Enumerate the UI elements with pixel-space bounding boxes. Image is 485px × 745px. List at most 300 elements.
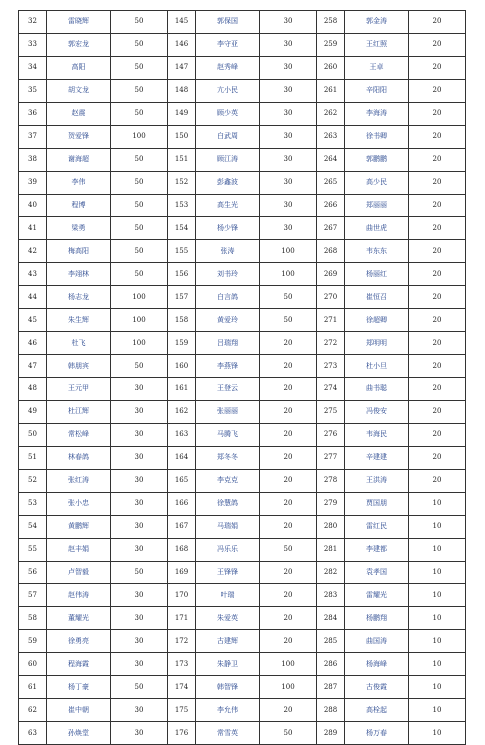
middle-serial-number-cell: 151 bbox=[168, 148, 196, 171]
left-person-name-cell: 林春鸽 bbox=[47, 446, 111, 469]
middle-serial-number-cell: 174 bbox=[168, 676, 196, 699]
left-person-name-cell: 李翊林 bbox=[47, 263, 111, 286]
middle-amount-cell: 20 bbox=[260, 332, 317, 355]
middle-amount-cell: 30 bbox=[260, 194, 317, 217]
middle-amount-cell: 30 bbox=[260, 148, 317, 171]
right-person-name-cell: 杜小旦 bbox=[345, 355, 409, 378]
right-serial-number-cell: 285 bbox=[317, 630, 345, 653]
middle-serial-number-cell: 156 bbox=[168, 263, 196, 286]
right-person-name-cell: 曲书聪 bbox=[345, 378, 409, 401]
middle-person-name-cell: 白武周 bbox=[196, 125, 260, 148]
right-person-name-cell: 高栓起 bbox=[345, 699, 409, 722]
table-body bbox=[19, 11, 466, 745]
table-row bbox=[19, 492, 466, 515]
middle-serial-number-cell: 150 bbox=[168, 125, 196, 148]
middle-serial-number-cell: 170 bbox=[168, 584, 196, 607]
middle-amount-cell: 50 bbox=[260, 286, 317, 309]
middle-serial-number-cell: 168 bbox=[168, 538, 196, 561]
table-row bbox=[19, 217, 466, 240]
middle-serial-number-cell: 161 bbox=[168, 378, 196, 401]
left-person-name-cell: 胡文龙 bbox=[47, 79, 111, 102]
left-person-name-cell: 贺爱锋 bbox=[47, 125, 111, 148]
right-serial-number-cell: 282 bbox=[317, 561, 345, 584]
left-amount-cell: 50 bbox=[111, 11, 168, 34]
middle-amount-cell: 30 bbox=[260, 11, 317, 34]
middle-person-name-cell: 李克克 bbox=[196, 469, 260, 492]
middle-amount-cell: 20 bbox=[260, 607, 317, 630]
right-amount-cell: 20 bbox=[409, 469, 466, 492]
middle-serial-number-cell: 153 bbox=[168, 194, 196, 217]
middle-serial-number-cell: 148 bbox=[168, 79, 196, 102]
left-serial-number-cell: 53 bbox=[19, 492, 47, 515]
right-serial-number-cell: 278 bbox=[317, 469, 345, 492]
left-person-name-cell: 程博 bbox=[47, 194, 111, 217]
middle-amount-cell: 20 bbox=[260, 515, 317, 538]
middle-person-name-cell: 黄爱玲 bbox=[196, 309, 260, 332]
left-person-name-cell: 王元甲 bbox=[47, 378, 111, 401]
left-amount-cell: 50 bbox=[111, 148, 168, 171]
table-row bbox=[19, 171, 466, 194]
left-serial-number-cell: 50 bbox=[19, 423, 47, 446]
right-serial-number-cell: 262 bbox=[317, 102, 345, 125]
left-serial-number-cell: 51 bbox=[19, 446, 47, 469]
table-row bbox=[19, 538, 466, 561]
right-person-name-cell: 贾国朋 bbox=[345, 492, 409, 515]
left-person-name-cell: 程海霞 bbox=[47, 653, 111, 676]
middle-person-name-cell: 叶瑞 bbox=[196, 584, 260, 607]
left-amount-cell: 30 bbox=[111, 538, 168, 561]
right-serial-number-cell: 289 bbox=[317, 722, 345, 745]
table-row bbox=[19, 355, 466, 378]
middle-amount-cell: 20 bbox=[260, 378, 317, 401]
left-amount-cell: 50 bbox=[111, 33, 168, 56]
table-row bbox=[19, 309, 466, 332]
table-row bbox=[19, 653, 466, 676]
right-amount-cell: 10 bbox=[409, 630, 466, 653]
right-amount-cell: 10 bbox=[409, 561, 466, 584]
left-amount-cell: 50 bbox=[111, 263, 168, 286]
middle-person-name-cell: 李守亚 bbox=[196, 33, 260, 56]
middle-person-name-cell: 杨少锋 bbox=[196, 217, 260, 240]
left-person-name-cell: 李伟 bbox=[47, 171, 111, 194]
left-serial-number-cell: 34 bbox=[19, 56, 47, 79]
right-amount-cell: 20 bbox=[409, 33, 466, 56]
table-row bbox=[19, 56, 466, 79]
right-person-name-cell: 徐书卿 bbox=[345, 125, 409, 148]
middle-person-name-cell: 朱静卫 bbox=[196, 653, 260, 676]
left-person-name-cell: 赵震 bbox=[47, 102, 111, 125]
middle-person-name-cell: 彭鑫波 bbox=[196, 171, 260, 194]
right-amount-cell: 20 bbox=[409, 446, 466, 469]
table-row bbox=[19, 79, 466, 102]
left-amount-cell: 50 bbox=[111, 217, 168, 240]
middle-amount-cell: 20 bbox=[260, 584, 317, 607]
table-row bbox=[19, 515, 466, 538]
left-serial-number-cell: 38 bbox=[19, 148, 47, 171]
left-amount-cell: 100 bbox=[111, 309, 168, 332]
left-person-name-cell: 董耀光 bbox=[47, 607, 111, 630]
left-amount-cell: 30 bbox=[111, 607, 168, 630]
right-amount-cell: 10 bbox=[409, 607, 466, 630]
right-serial-number-cell: 286 bbox=[317, 653, 345, 676]
right-person-name-cell: 曲世虎 bbox=[345, 217, 409, 240]
left-amount-cell: 50 bbox=[111, 79, 168, 102]
left-serial-number-cell: 59 bbox=[19, 630, 47, 653]
table-row bbox=[19, 332, 466, 355]
middle-amount-cell: 20 bbox=[260, 492, 317, 515]
middle-amount-cell: 50 bbox=[260, 722, 317, 745]
left-serial-number-cell: 61 bbox=[19, 676, 47, 699]
middle-amount-cell: 20 bbox=[260, 400, 317, 423]
left-person-name-cell: 梁勇 bbox=[47, 217, 111, 240]
table-row bbox=[19, 722, 466, 745]
left-serial-number-cell: 45 bbox=[19, 309, 47, 332]
right-serial-number-cell: 269 bbox=[317, 263, 345, 286]
middle-amount-cell: 50 bbox=[260, 309, 317, 332]
right-serial-number-cell: 284 bbox=[317, 607, 345, 630]
left-amount-cell: 30 bbox=[111, 378, 168, 401]
right-person-name-cell: 杨鹏翔 bbox=[345, 607, 409, 630]
table-row bbox=[19, 102, 466, 125]
right-amount-cell: 10 bbox=[409, 676, 466, 699]
right-person-name-cell: 古俊霞 bbox=[345, 676, 409, 699]
right-serial-number-cell: 277 bbox=[317, 446, 345, 469]
right-serial-number-cell: 270 bbox=[317, 286, 345, 309]
right-amount-cell: 10 bbox=[409, 699, 466, 722]
right-amount-cell: 20 bbox=[409, 217, 466, 240]
table-row bbox=[19, 240, 466, 263]
middle-person-name-cell: 张涛 bbox=[196, 240, 260, 263]
middle-amount-cell: 50 bbox=[260, 538, 317, 561]
right-amount-cell: 20 bbox=[409, 171, 466, 194]
right-serial-number-cell: 268 bbox=[317, 240, 345, 263]
left-person-name-cell: 孙焕堂 bbox=[47, 722, 111, 745]
left-serial-number-cell: 43 bbox=[19, 263, 47, 286]
middle-serial-number-cell: 152 bbox=[168, 171, 196, 194]
left-serial-number-cell: 62 bbox=[19, 699, 47, 722]
left-serial-number-cell: 36 bbox=[19, 102, 47, 125]
table-row bbox=[19, 607, 466, 630]
middle-serial-number-cell: 146 bbox=[168, 33, 196, 56]
right-serial-number-cell: 273 bbox=[317, 355, 345, 378]
right-amount-cell: 20 bbox=[409, 79, 466, 102]
right-serial-number-cell: 264 bbox=[317, 148, 345, 171]
middle-serial-number-cell: 162 bbox=[168, 400, 196, 423]
table-row bbox=[19, 33, 466, 56]
left-amount-cell: 50 bbox=[111, 194, 168, 217]
table-row bbox=[19, 148, 466, 171]
middle-amount-cell: 20 bbox=[260, 469, 317, 492]
left-serial-number-cell: 63 bbox=[19, 722, 47, 745]
left-amount-cell: 30 bbox=[111, 699, 168, 722]
right-amount-cell: 20 bbox=[409, 263, 466, 286]
left-serial-number-cell: 47 bbox=[19, 355, 47, 378]
middle-person-name-cell: 王登云 bbox=[196, 378, 260, 401]
left-serial-number-cell: 58 bbox=[19, 607, 47, 630]
left-person-name-cell: 常松峰 bbox=[47, 423, 111, 446]
left-person-name-cell: 卢智毅 bbox=[47, 561, 111, 584]
right-person-name-cell: 郭鹏鹏 bbox=[345, 148, 409, 171]
left-amount-cell: 30 bbox=[111, 584, 168, 607]
table-row bbox=[19, 699, 466, 722]
left-serial-number-cell: 40 bbox=[19, 194, 47, 217]
right-amount-cell: 20 bbox=[409, 286, 466, 309]
left-person-name-cell: 赵伟涛 bbox=[47, 584, 111, 607]
left-amount-cell: 30 bbox=[111, 630, 168, 653]
left-person-name-cell: 张小忠 bbox=[47, 492, 111, 515]
middle-serial-number-cell: 167 bbox=[168, 515, 196, 538]
left-person-name-cell: 郭宏龙 bbox=[47, 33, 111, 56]
middle-person-name-cell: 顾少英 bbox=[196, 102, 260, 125]
middle-person-name-cell: 李允伟 bbox=[196, 699, 260, 722]
right-amount-cell: 10 bbox=[409, 722, 466, 745]
left-person-name-cell: 杜飞 bbox=[47, 332, 111, 355]
table-row bbox=[19, 378, 466, 401]
right-serial-number-cell: 260 bbox=[317, 56, 345, 79]
middle-person-name-cell: 朱爱英 bbox=[196, 607, 260, 630]
right-person-name-cell: 徐超卿 bbox=[345, 309, 409, 332]
middle-person-name-cell: 古建辉 bbox=[196, 630, 260, 653]
middle-person-name-cell: 高生光 bbox=[196, 194, 260, 217]
middle-amount-cell: 30 bbox=[260, 102, 317, 125]
middle-amount-cell: 100 bbox=[260, 263, 317, 286]
right-amount-cell: 20 bbox=[409, 11, 466, 34]
left-serial-number-cell: 56 bbox=[19, 561, 47, 584]
left-person-name-cell: 韩朋宾 bbox=[47, 355, 111, 378]
middle-person-name-cell: 韩智锋 bbox=[196, 676, 260, 699]
left-amount-cell: 50 bbox=[111, 676, 168, 699]
middle-serial-number-cell: 176 bbox=[168, 722, 196, 745]
middle-serial-number-cell: 147 bbox=[168, 56, 196, 79]
middle-person-name-cell: 冯乐乐 bbox=[196, 538, 260, 561]
left-amount-cell: 100 bbox=[111, 286, 168, 309]
left-person-name-cell: 赵丰娟 bbox=[47, 538, 111, 561]
right-amount-cell: 20 bbox=[409, 332, 466, 355]
middle-person-name-cell: 白言鸽 bbox=[196, 286, 260, 309]
middle-amount-cell: 100 bbox=[260, 676, 317, 699]
right-serial-number-cell: 267 bbox=[317, 217, 345, 240]
left-amount-cell: 50 bbox=[111, 171, 168, 194]
middle-serial-number-cell: 155 bbox=[168, 240, 196, 263]
middle-serial-number-cell: 173 bbox=[168, 653, 196, 676]
right-person-name-cell: 辛建建 bbox=[345, 446, 409, 469]
middle-person-name-cell: 郑冬冬 bbox=[196, 446, 260, 469]
left-amount-cell: 30 bbox=[111, 515, 168, 538]
right-amount-cell: 20 bbox=[409, 400, 466, 423]
left-person-name-cell: 高阳 bbox=[47, 56, 111, 79]
middle-serial-number-cell: 160 bbox=[168, 355, 196, 378]
left-person-name-cell: 杜江辉 bbox=[47, 400, 111, 423]
middle-serial-number-cell: 159 bbox=[168, 332, 196, 355]
left-serial-number-cell: 39 bbox=[19, 171, 47, 194]
left-person-name-cell: 杨志龙 bbox=[47, 286, 111, 309]
left-serial-number-cell: 54 bbox=[19, 515, 47, 538]
right-person-name-cell: 李海涛 bbox=[345, 102, 409, 125]
table-row bbox=[19, 286, 466, 309]
table-row bbox=[19, 263, 466, 286]
left-amount-cell: 30 bbox=[111, 653, 168, 676]
left-amount-cell: 50 bbox=[111, 561, 168, 584]
table-row bbox=[19, 400, 466, 423]
middle-person-name-cell: 亢小民 bbox=[196, 79, 260, 102]
middle-serial-number-cell: 149 bbox=[168, 102, 196, 125]
left-amount-cell: 30 bbox=[111, 469, 168, 492]
middle-amount-cell: 100 bbox=[260, 240, 317, 263]
middle-person-name-cell: 郭保国 bbox=[196, 11, 260, 34]
left-person-name-cell: 梅高阳 bbox=[47, 240, 111, 263]
table-row bbox=[19, 584, 466, 607]
table-row bbox=[19, 469, 466, 492]
middle-serial-number-cell: 166 bbox=[168, 492, 196, 515]
middle-serial-number-cell: 158 bbox=[168, 309, 196, 332]
right-person-name-cell: 郑丽丽 bbox=[345, 194, 409, 217]
right-person-name-cell: 冯俊安 bbox=[345, 400, 409, 423]
middle-serial-number-cell: 164 bbox=[168, 446, 196, 469]
right-amount-cell: 10 bbox=[409, 538, 466, 561]
right-amount-cell: 20 bbox=[409, 56, 466, 79]
middle-person-name-cell: 吕瑞翔 bbox=[196, 332, 260, 355]
right-person-name-cell: 崔恒召 bbox=[345, 286, 409, 309]
left-person-name-cell: 崔中朝 bbox=[47, 699, 111, 722]
middle-serial-number-cell: 175 bbox=[168, 699, 196, 722]
right-serial-number-cell: 281 bbox=[317, 538, 345, 561]
middle-person-name-cell: 徐慧鸽 bbox=[196, 492, 260, 515]
right-amount-cell: 20 bbox=[409, 194, 466, 217]
left-amount-cell: 100 bbox=[111, 332, 168, 355]
right-amount-cell: 20 bbox=[409, 102, 466, 125]
middle-person-name-cell: 常雪英 bbox=[196, 722, 260, 745]
right-person-name-cell: 杨海峰 bbox=[345, 653, 409, 676]
right-serial-number-cell: 271 bbox=[317, 309, 345, 332]
left-amount-cell: 50 bbox=[111, 355, 168, 378]
table-row bbox=[19, 446, 466, 469]
left-serial-number-cell: 60 bbox=[19, 653, 47, 676]
right-person-name-cell: 王洪涛 bbox=[345, 469, 409, 492]
right-person-name-cell: 辛阳阳 bbox=[345, 79, 409, 102]
right-amount-cell: 10 bbox=[409, 492, 466, 515]
right-serial-number-cell: 276 bbox=[317, 423, 345, 446]
left-person-name-cell: 朱生辉 bbox=[47, 309, 111, 332]
left-serial-number-cell: 41 bbox=[19, 217, 47, 240]
left-person-name-cell: 张红涛 bbox=[47, 469, 111, 492]
right-serial-number-cell: 258 bbox=[317, 11, 345, 34]
middle-person-name-cell: 李燕锋 bbox=[196, 355, 260, 378]
right-serial-number-cell: 275 bbox=[317, 400, 345, 423]
right-person-name-cell: 杨万春 bbox=[345, 722, 409, 745]
right-amount-cell: 10 bbox=[409, 515, 466, 538]
middle-amount-cell: 20 bbox=[260, 355, 317, 378]
left-serial-number-cell: 37 bbox=[19, 125, 47, 148]
middle-person-name-cell: 顾江涛 bbox=[196, 148, 260, 171]
right-amount-cell: 20 bbox=[409, 378, 466, 401]
middle-serial-number-cell: 172 bbox=[168, 630, 196, 653]
right-person-name-cell: 王卓 bbox=[345, 56, 409, 79]
table-row bbox=[19, 11, 466, 34]
right-amount-cell: 10 bbox=[409, 653, 466, 676]
right-person-name-cell: 曲国涛 bbox=[345, 630, 409, 653]
middle-person-name-cell: 刘书玲 bbox=[196, 263, 260, 286]
middle-person-name-cell: 王锋锋 bbox=[196, 561, 260, 584]
donation-list-sheet bbox=[18, 10, 466, 745]
middle-person-name-cell: 赵秀峰 bbox=[196, 56, 260, 79]
table-row bbox=[19, 676, 466, 699]
right-serial-number-cell: 266 bbox=[317, 194, 345, 217]
right-person-name-cell: 王红照 bbox=[345, 33, 409, 56]
middle-serial-number-cell: 169 bbox=[168, 561, 196, 584]
left-amount-cell: 50 bbox=[111, 102, 168, 125]
middle-person-name-cell: 张丽丽 bbox=[196, 400, 260, 423]
right-amount-cell: 20 bbox=[409, 309, 466, 332]
right-serial-number-cell: 261 bbox=[317, 79, 345, 102]
right-person-name-cell: 高少民 bbox=[345, 171, 409, 194]
right-amount-cell: 20 bbox=[409, 423, 466, 446]
left-serial-number-cell: 44 bbox=[19, 286, 47, 309]
middle-amount-cell: 30 bbox=[260, 79, 317, 102]
right-amount-cell: 20 bbox=[409, 125, 466, 148]
middle-serial-number-cell: 154 bbox=[168, 217, 196, 240]
left-serial-number-cell: 46 bbox=[19, 332, 47, 355]
left-person-name-cell: 雷晓辉 bbox=[47, 11, 111, 34]
right-serial-number-cell: 287 bbox=[317, 676, 345, 699]
middle-amount-cell: 30 bbox=[260, 125, 317, 148]
left-person-name-cell: 徐勇亮 bbox=[47, 630, 111, 653]
left-serial-number-cell: 57 bbox=[19, 584, 47, 607]
middle-amount-cell: 20 bbox=[260, 561, 317, 584]
left-amount-cell: 100 bbox=[111, 125, 168, 148]
left-amount-cell: 30 bbox=[111, 446, 168, 469]
middle-amount-cell: 30 bbox=[260, 56, 317, 79]
left-person-name-cell: 黄鹏辉 bbox=[47, 515, 111, 538]
middle-person-name-cell: 马腾飞 bbox=[196, 423, 260, 446]
left-amount-cell: 50 bbox=[111, 56, 168, 79]
table-row bbox=[19, 194, 466, 217]
left-amount-cell: 30 bbox=[111, 400, 168, 423]
middle-amount-cell: 20 bbox=[260, 630, 317, 653]
left-person-name-cell: 杨丁豪 bbox=[47, 676, 111, 699]
right-serial-number-cell: 288 bbox=[317, 699, 345, 722]
right-serial-number-cell: 280 bbox=[317, 515, 345, 538]
middle-amount-cell: 20 bbox=[260, 699, 317, 722]
right-person-name-cell: 郑明明 bbox=[345, 332, 409, 355]
right-person-name-cell: 郭金涛 bbox=[345, 11, 409, 34]
left-serial-number-cell: 48 bbox=[19, 378, 47, 401]
middle-amount-cell: 20 bbox=[260, 446, 317, 469]
middle-amount-cell: 30 bbox=[260, 171, 317, 194]
right-serial-number-cell: 279 bbox=[317, 492, 345, 515]
middle-serial-number-cell: 145 bbox=[168, 11, 196, 34]
left-amount-cell: 30 bbox=[111, 492, 168, 515]
right-person-name-cell: 韦海民 bbox=[345, 423, 409, 446]
left-serial-number-cell: 49 bbox=[19, 400, 47, 423]
right-serial-number-cell: 272 bbox=[317, 332, 345, 355]
left-amount-cell: 50 bbox=[111, 240, 168, 263]
left-serial-number-cell: 33 bbox=[19, 33, 47, 56]
right-serial-number-cell: 283 bbox=[317, 584, 345, 607]
middle-serial-number-cell: 157 bbox=[168, 286, 196, 309]
middle-person-name-cell: 马瑞娟 bbox=[196, 515, 260, 538]
middle-amount-cell: 30 bbox=[260, 217, 317, 240]
left-serial-number-cell: 52 bbox=[19, 469, 47, 492]
right-person-name-cell: 杨丽红 bbox=[345, 263, 409, 286]
middle-serial-number-cell: 171 bbox=[168, 607, 196, 630]
donation-table bbox=[18, 10, 466, 745]
left-amount-cell: 30 bbox=[111, 423, 168, 446]
right-person-name-cell: 袁孝国 bbox=[345, 561, 409, 584]
middle-serial-number-cell: 165 bbox=[168, 469, 196, 492]
left-serial-number-cell: 32 bbox=[19, 11, 47, 34]
left-serial-number-cell: 35 bbox=[19, 79, 47, 102]
right-amount-cell: 20 bbox=[409, 355, 466, 378]
